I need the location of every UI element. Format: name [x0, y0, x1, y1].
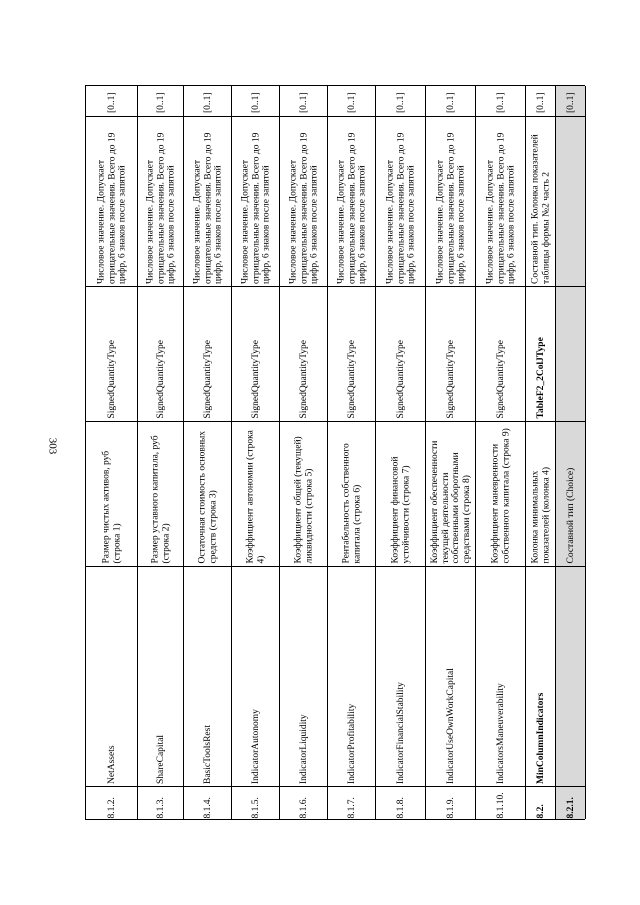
- cell-desc: [328, 421, 375, 566]
- cell-constraint: [232, 116, 279, 286]
- cell-constraint: [476, 116, 525, 286]
- name-text: IndicatorLiquidity: [298, 713, 309, 784]
- cell-num: [184, 786, 231, 821]
- card-text: [0..1]: [445, 92, 456, 113]
- cell-card: [426, 86, 475, 116]
- name-text: IndicatorAutonomy: [250, 708, 261, 784]
- num-text: 8.2.1.: [565, 797, 576, 819]
- cell-type: [476, 286, 525, 421]
- cell-desc: [138, 421, 183, 566]
- card-text: [0..1]: [565, 92, 576, 113]
- cell-type: [184, 286, 231, 421]
- table-row: [328, 86, 376, 819]
- cell-constraint: [138, 116, 183, 286]
- desc-text: Коэффициент обеспеченности текущей деятельности собственными оборотными средствами (строка 8): [429, 440, 471, 564]
- table-row: [426, 86, 476, 819]
- card-text: [0..1]: [346, 92, 357, 113]
- cell-type: [280, 286, 327, 421]
- table-row: [280, 86, 328, 819]
- name-text: IndicatorsManeuverability: [495, 682, 506, 784]
- type-text: SignedQuantityType: [495, 340, 506, 419]
- num-text: 8.1.9.: [445, 797, 456, 819]
- type-text: SignedQuantityType: [250, 340, 261, 419]
- type-text: SignedQuantityType: [395, 340, 406, 419]
- desc-text: Коэффициент общей (текущей) ликвидности (строка 5): [293, 436, 314, 564]
- cell-card: [232, 86, 279, 116]
- cell-desc: [184, 421, 231, 566]
- cell-constraint: [328, 116, 375, 286]
- table-row: [138, 86, 184, 819]
- type-text: SignedQuantityType: [298, 340, 309, 419]
- desc-text: Остаточная стоимость основных средств (строка 3): [197, 430, 218, 564]
- cell-constraint: [426, 116, 475, 286]
- cell-card: [280, 86, 327, 116]
- cell-desc: [232, 421, 279, 566]
- table-row: [556, 86, 586, 819]
- constraint-text: Числовое значение. Допускает отрицательные значения. Всего до 19 цифр, 6 знаков после запятой: [335, 132, 367, 284]
- cell-desc: [556, 421, 585, 566]
- type-text: SignedQuantityType: [155, 340, 166, 419]
- constraint-text: Числовое значение. Допускает отрицательные значения. Всего до 19 цифр, 6 знаков после запятой: [384, 132, 416, 284]
- type-text: SignedQuantityType: [106, 340, 117, 419]
- card-text: [0..1]: [106, 92, 117, 113]
- cell-name: [138, 566, 183, 786]
- table-row: [376, 86, 426, 819]
- cell-num: [426, 786, 475, 821]
- cell-num: [556, 786, 585, 821]
- num-text: 8.1.6.: [298, 797, 309, 819]
- cell-name: [376, 566, 425, 786]
- cell-name: [328, 566, 375, 786]
- cell-desc: [280, 421, 327, 566]
- constraint-text: Числовое значение. Допускает отрицательные значения. Всего до 19 цифр, 6 знаков после запятой: [434, 132, 466, 284]
- cell-constraint: [280, 116, 327, 286]
- num-text: 8.1.8.: [395, 797, 406, 819]
- cell-card: [86, 86, 137, 116]
- name-text: IndicatorFinancialStability: [395, 681, 406, 784]
- desc-text: Размер чистых активов, руб (строка 1): [101, 450, 122, 564]
- card-text: [0..1]: [202, 92, 213, 113]
- num-text: 8.1.2.: [106, 797, 117, 819]
- cell-card: [138, 86, 183, 116]
- cell-type: [138, 286, 183, 421]
- type-text: SignedQuantityType: [346, 340, 357, 419]
- num-text: 8.1.3.: [155, 797, 166, 819]
- num-text: 8.1.10.: [495, 792, 506, 819]
- cell-constraint: [376, 116, 425, 286]
- cell-num: [376, 786, 425, 821]
- cell-card: [526, 86, 555, 116]
- cell-card: [376, 86, 425, 116]
- num-text: 8.1.7.: [346, 797, 357, 819]
- desc-text: Коэффициент маневренности собственного капитала (строка 9): [490, 428, 511, 564]
- cell-name: [86, 566, 137, 786]
- cell-num: [138, 786, 183, 821]
- cell-desc: [476, 421, 525, 566]
- cell-name: [556, 566, 585, 786]
- desc-text: Коэффициент финансовой устойчивости (строка 7): [390, 456, 411, 564]
- table-row: [184, 86, 232, 819]
- type-text: SignedQuantityType: [202, 340, 213, 419]
- cell-name: [232, 566, 279, 786]
- constraint-text: Числовое значение. Допускает отрицательные значения. Всего до 19 цифр, 6 знаков после запятой: [95, 132, 127, 284]
- cell-constraint: [556, 116, 585, 286]
- table-row: [86, 86, 138, 819]
- table-row: [476, 86, 526, 819]
- cell-name: [280, 566, 327, 786]
- cell-num: [328, 786, 375, 821]
- type-text: TableF2_2ColJType: [535, 337, 546, 419]
- cell-card: [328, 86, 375, 116]
- cell-num: [280, 786, 327, 821]
- num-text: 8.1.4.: [202, 797, 213, 819]
- cell-name: [526, 566, 555, 786]
- card-text: [0..1]: [535, 92, 546, 113]
- cell-desc: [376, 421, 425, 566]
- schema-table: [85, 85, 585, 820]
- desc-text: Рентабельность собственного капитала (строка 6): [341, 443, 362, 564]
- page-number: 303: [46, 437, 59, 455]
- cell-num: [86, 786, 137, 821]
- table-row: [526, 86, 556, 819]
- cell-num: [476, 786, 525, 821]
- constraint-text: Числовое значение. Допускает отрицательные значения. Всего до 19 цифр, 6 знаков после запятой: [239, 132, 271, 284]
- cell-name: [184, 566, 231, 786]
- cell-card: [556, 86, 585, 116]
- num-text: 8.2.: [535, 804, 546, 819]
- cell-name: [476, 566, 525, 786]
- constraint-text: Числовое значение. Допускает отрицательные значения. Всего до 19 цифр, 6 знаков после запятой: [191, 132, 223, 284]
- cell-type: [232, 286, 279, 421]
- cell-num: [526, 786, 555, 821]
- card-text: [0..1]: [395, 92, 406, 113]
- cell-type: [426, 286, 475, 421]
- cell-card: [184, 86, 231, 116]
- name-text: IndicatorUseOwnWorkCapital: [445, 667, 456, 784]
- cell-name: [426, 566, 475, 786]
- table-row: [232, 86, 280, 819]
- card-text: [0..1]: [495, 92, 506, 113]
- constraint-text: Числовое значение. Допускает отрицательные значения. Всего до 19 цифр, 6 знаков после запятой: [287, 132, 319, 284]
- desc-text: Коэффициент автономии (строка 4): [245, 430, 266, 564]
- cell-type: [526, 286, 555, 421]
- cell-desc: [526, 421, 555, 566]
- cell-constraint: [86, 116, 137, 286]
- name-text: IndicatorProfitability: [346, 703, 357, 784]
- cell-desc: [86, 421, 137, 566]
- name-text: ShareCapital: [155, 734, 166, 784]
- cell-constraint: [184, 116, 231, 286]
- cell-type: [556, 286, 585, 421]
- cell-constraint: [526, 116, 555, 286]
- cell-desc: [426, 421, 475, 566]
- cell-num: [232, 786, 279, 821]
- type-text: SignedQuantityType: [445, 340, 456, 419]
- desc-text: Размер уставного капитала, руб (строка 2): [150, 435, 171, 564]
- desc-text: Колонка минимальных показателей (колонка 4): [530, 466, 551, 564]
- name-text: NetAssets: [106, 744, 117, 784]
- num-text: 8.1.5.: [250, 797, 261, 819]
- desc-text: Составной тип (Choice): [565, 467, 576, 564]
- card-text: [0..1]: [250, 92, 261, 113]
- cell-type: [376, 286, 425, 421]
- constraint-text: Составной тип. Колонка показателей таблицы формы №2 часть 2: [530, 133, 551, 284]
- name-text: MinColumnIndicators: [535, 692, 546, 784]
- cell-type: [86, 286, 137, 421]
- constraint-text: Числовое значение. Допускает отрицательные значения. Всего до 19 цифр, 6 знаков после запятой: [484, 132, 516, 284]
- card-text: [0..1]: [298, 92, 309, 113]
- cell-type: [328, 286, 375, 421]
- card-text: [0..1]: [155, 92, 166, 113]
- constraint-text: Числовое значение. Допускает отрицательные значения. Всего до 19 цифр, 6 знаков после запятой: [144, 132, 176, 284]
- cell-card: [476, 86, 525, 116]
- name-text: BasicToolsRest: [202, 724, 213, 784]
